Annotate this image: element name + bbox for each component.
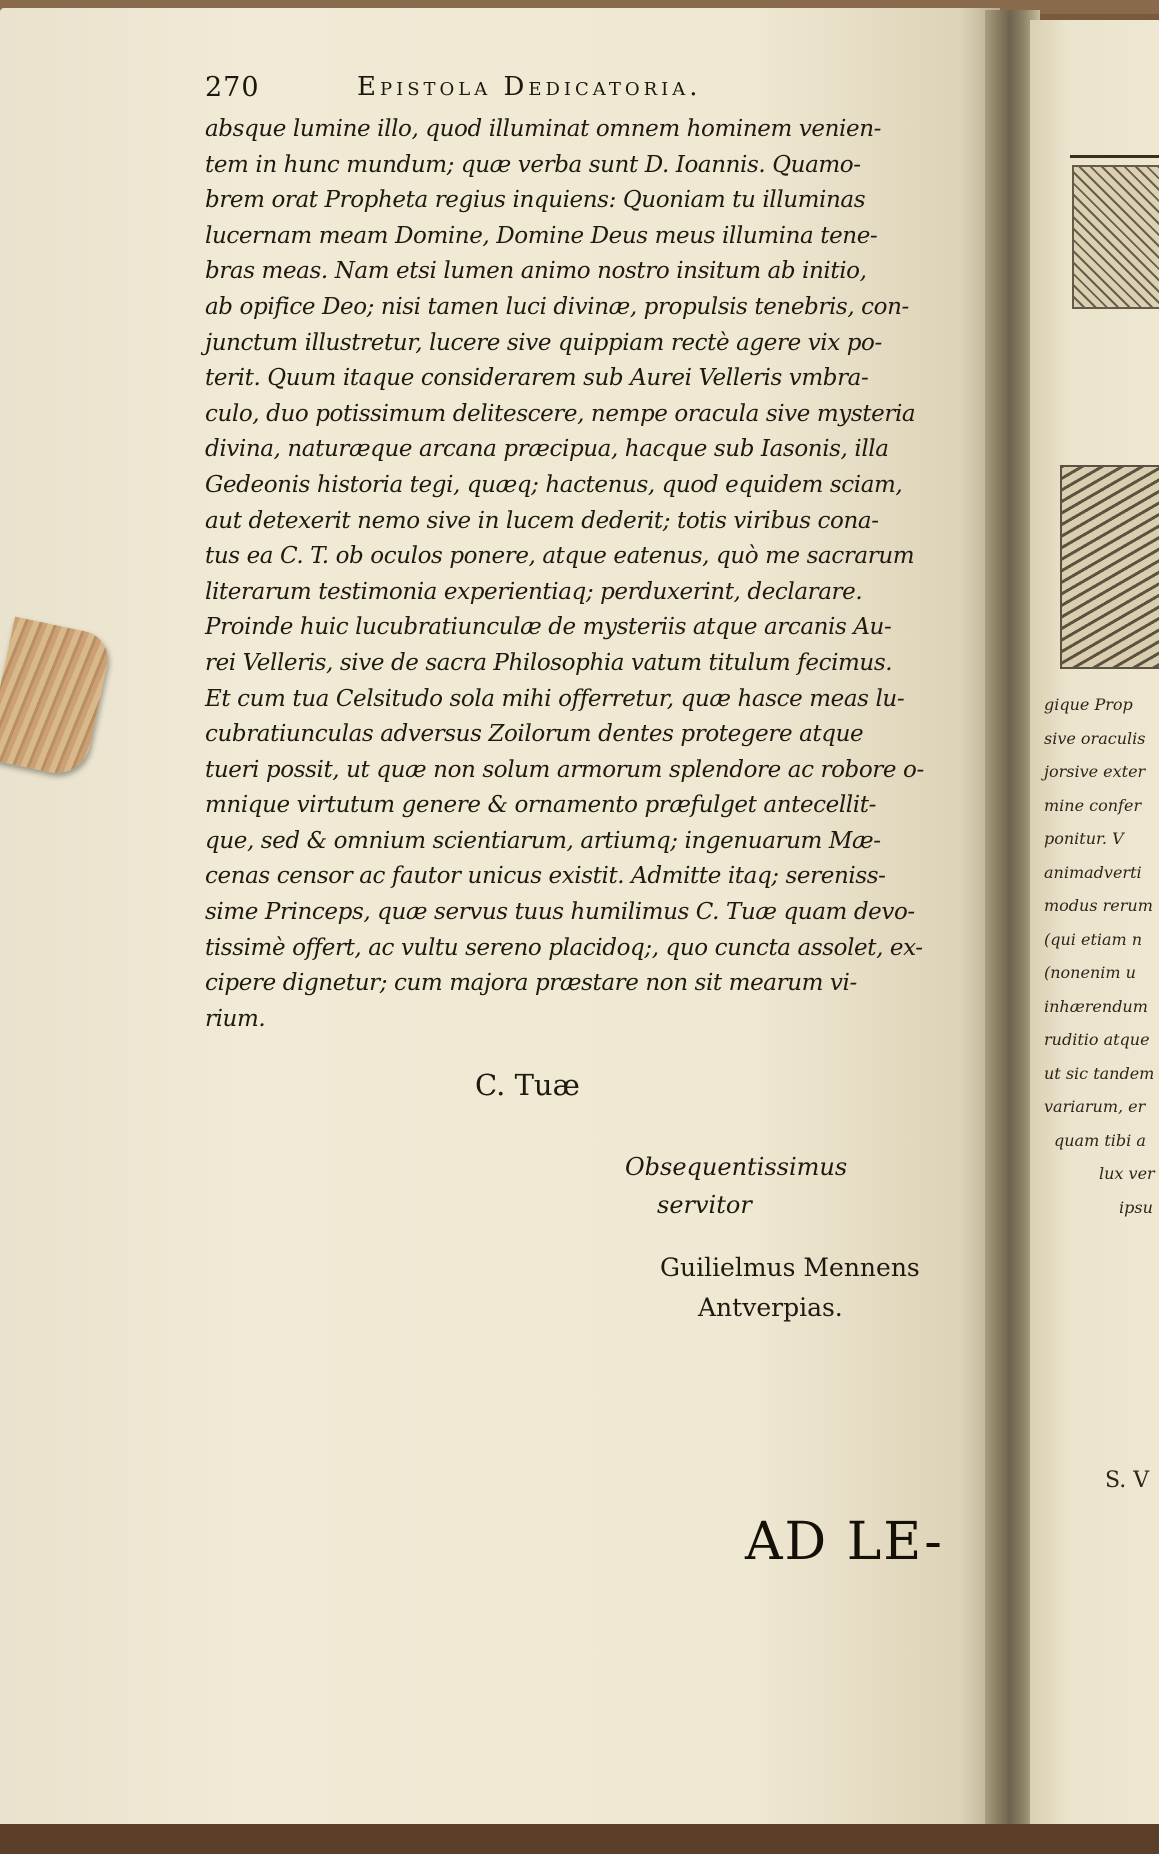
- text-fragment: mine confer: [1044, 795, 1142, 815]
- page-header: [205, 72, 1015, 112]
- text-fragment: ut sic tandem: [1044, 1063, 1155, 1083]
- running-head: Epistola Dedicatoria.: [357, 72, 702, 102]
- text-fragment: ipsu: [1119, 1197, 1153, 1217]
- signature-place: Antverpias.: [698, 1293, 843, 1322]
- text-line: bras meas. Nam etsi lumen animo nostro insitum ab initio,: [205, 258, 867, 285]
- text-fragment: (nonenim u: [1044, 963, 1136, 982]
- text-fragment: inhærendum: [1044, 996, 1148, 1016]
- text-line: divina, naturæque arcana præcipua, hacque sub Iasonis, illa: [205, 436, 889, 463]
- text-line: Gedeonis historia tegi, quæq; hactenus, quod equidem sciam,: [205, 471, 903, 498]
- decorated-initial: [1060, 465, 1159, 669]
- closing: [625, 1148, 847, 1224]
- body-text: [205, 112, 1005, 1037]
- text-line: junctum illustretur, lucere sive quippiam rectè agere vix po-: [205, 329, 882, 356]
- catchword: AD LE-: [745, 1512, 944, 1572]
- text-line: que, sed & omnium scientiarum, artiumq; ingenuarum Mæ-: [205, 827, 881, 854]
- text-fragment: (qui etiam n: [1044, 929, 1143, 949]
- text-line: aut detexerit nemo sive in lucem dederit; totis viribus cona-: [205, 507, 879, 534]
- text-fragment: modus rerum: [1044, 896, 1153, 915]
- text-line: literarum testimonia experientiaq; perduxerint, declarare.: [205, 578, 863, 605]
- text-fragment: animadverti: [1044, 862, 1142, 882]
- text-line: lucernam meam Domine, Domine Deus meus illumina tene-: [205, 222, 878, 249]
- text-line: tus ea C. T. ob oculos ponere, atque eatenus, quò me sacrarum: [205, 543, 915, 570]
- closing-line: Obsequentissimus: [625, 1153, 848, 1181]
- text-fragment: ponitur. V: [1044, 829, 1124, 848]
- right-page-text: [1044, 688, 1159, 1224]
- header-rule: [1070, 155, 1159, 158]
- signature-name: Guilielmus Mennens: [660, 1253, 920, 1282]
- ornamental-headpiece: [1072, 165, 1159, 309]
- page-number: 270: [205, 72, 260, 103]
- text-fragment: lux ver: [1099, 1164, 1155, 1183]
- text-line: Et cum tua Celsitudo sola mihi offerretur, quæ hasce meas lu-: [205, 685, 905, 712]
- text-line: cenas censor ac fautor unicus existit. Admitte itaq; sereniss-: [205, 863, 886, 890]
- text-line: culo, duo potissimum delitescere, nempe oracula sive mysteria: [205, 400, 916, 427]
- closing-line: servitor: [657, 1191, 752, 1219]
- text-line: brem orat Propheta regius inquiens: Quoniam tu illuminas: [205, 187, 866, 214]
- text-line: tem in hunc mundum; quæ verba sunt D. Ioannis. Quamo-: [205, 151, 861, 178]
- text-line: absque lumine illo, quod illuminat omnem hominem venien-: [205, 116, 881, 142]
- right-page: [1030, 20, 1159, 1825]
- text-fragment: ruditio atque: [1044, 1030, 1150, 1049]
- text-line: cipere dignetur; cum majora præstare non sit mearum vi-: [205, 970, 857, 997]
- text-line: tueri possit, ut quæ non solum armorum splendore ac robore o-: [205, 756, 924, 783]
- salutation: C. Tuæ: [475, 1068, 580, 1102]
- text-line: Proinde huic lucubratiunculæ de mysteriis atque arcanis Au-: [205, 614, 892, 641]
- text-line: sime Princeps, quæ servus tuus humilimus C. Tuæ quam devo-: [205, 899, 915, 926]
- right-page-signature-mark: S. V: [1105, 1468, 1150, 1493]
- bottom-edge: [0, 1824, 1159, 1854]
- text-line: mnique virtutum genere & ornamento præfulget antecellit-: [205, 792, 876, 819]
- text-line: rium.: [205, 1005, 266, 1032]
- text-line: ab opifice Deo; nisi tamen luci divinæ, propulsis tenebris, con-: [205, 293, 909, 320]
- text-line: terit. Quum itaque considerarem sub Aurei Velleris vmbra-: [205, 365, 869, 392]
- text-line: tissimè offert, ac vultu sereno placidoq;, quo cuncta assolet, ex-: [205, 934, 923, 961]
- text-fragment: sive oraculis: [1044, 728, 1146, 748]
- text-line: rei Velleris, sive de sacra Philosophia vatum titulum fecimus.: [205, 649, 893, 676]
- signature: [660, 1248, 920, 1328]
- text-fragment: variarum, er: [1044, 1097, 1146, 1116]
- text-fragment: jorsive exter: [1044, 762, 1146, 781]
- text-fragment: quam tibi a: [1054, 1130, 1146, 1150]
- text-line: cubratiunculas adversus Zoilorum dentes protegere atque: [205, 721, 864, 748]
- text-fragment: gique Prop: [1044, 695, 1133, 714]
